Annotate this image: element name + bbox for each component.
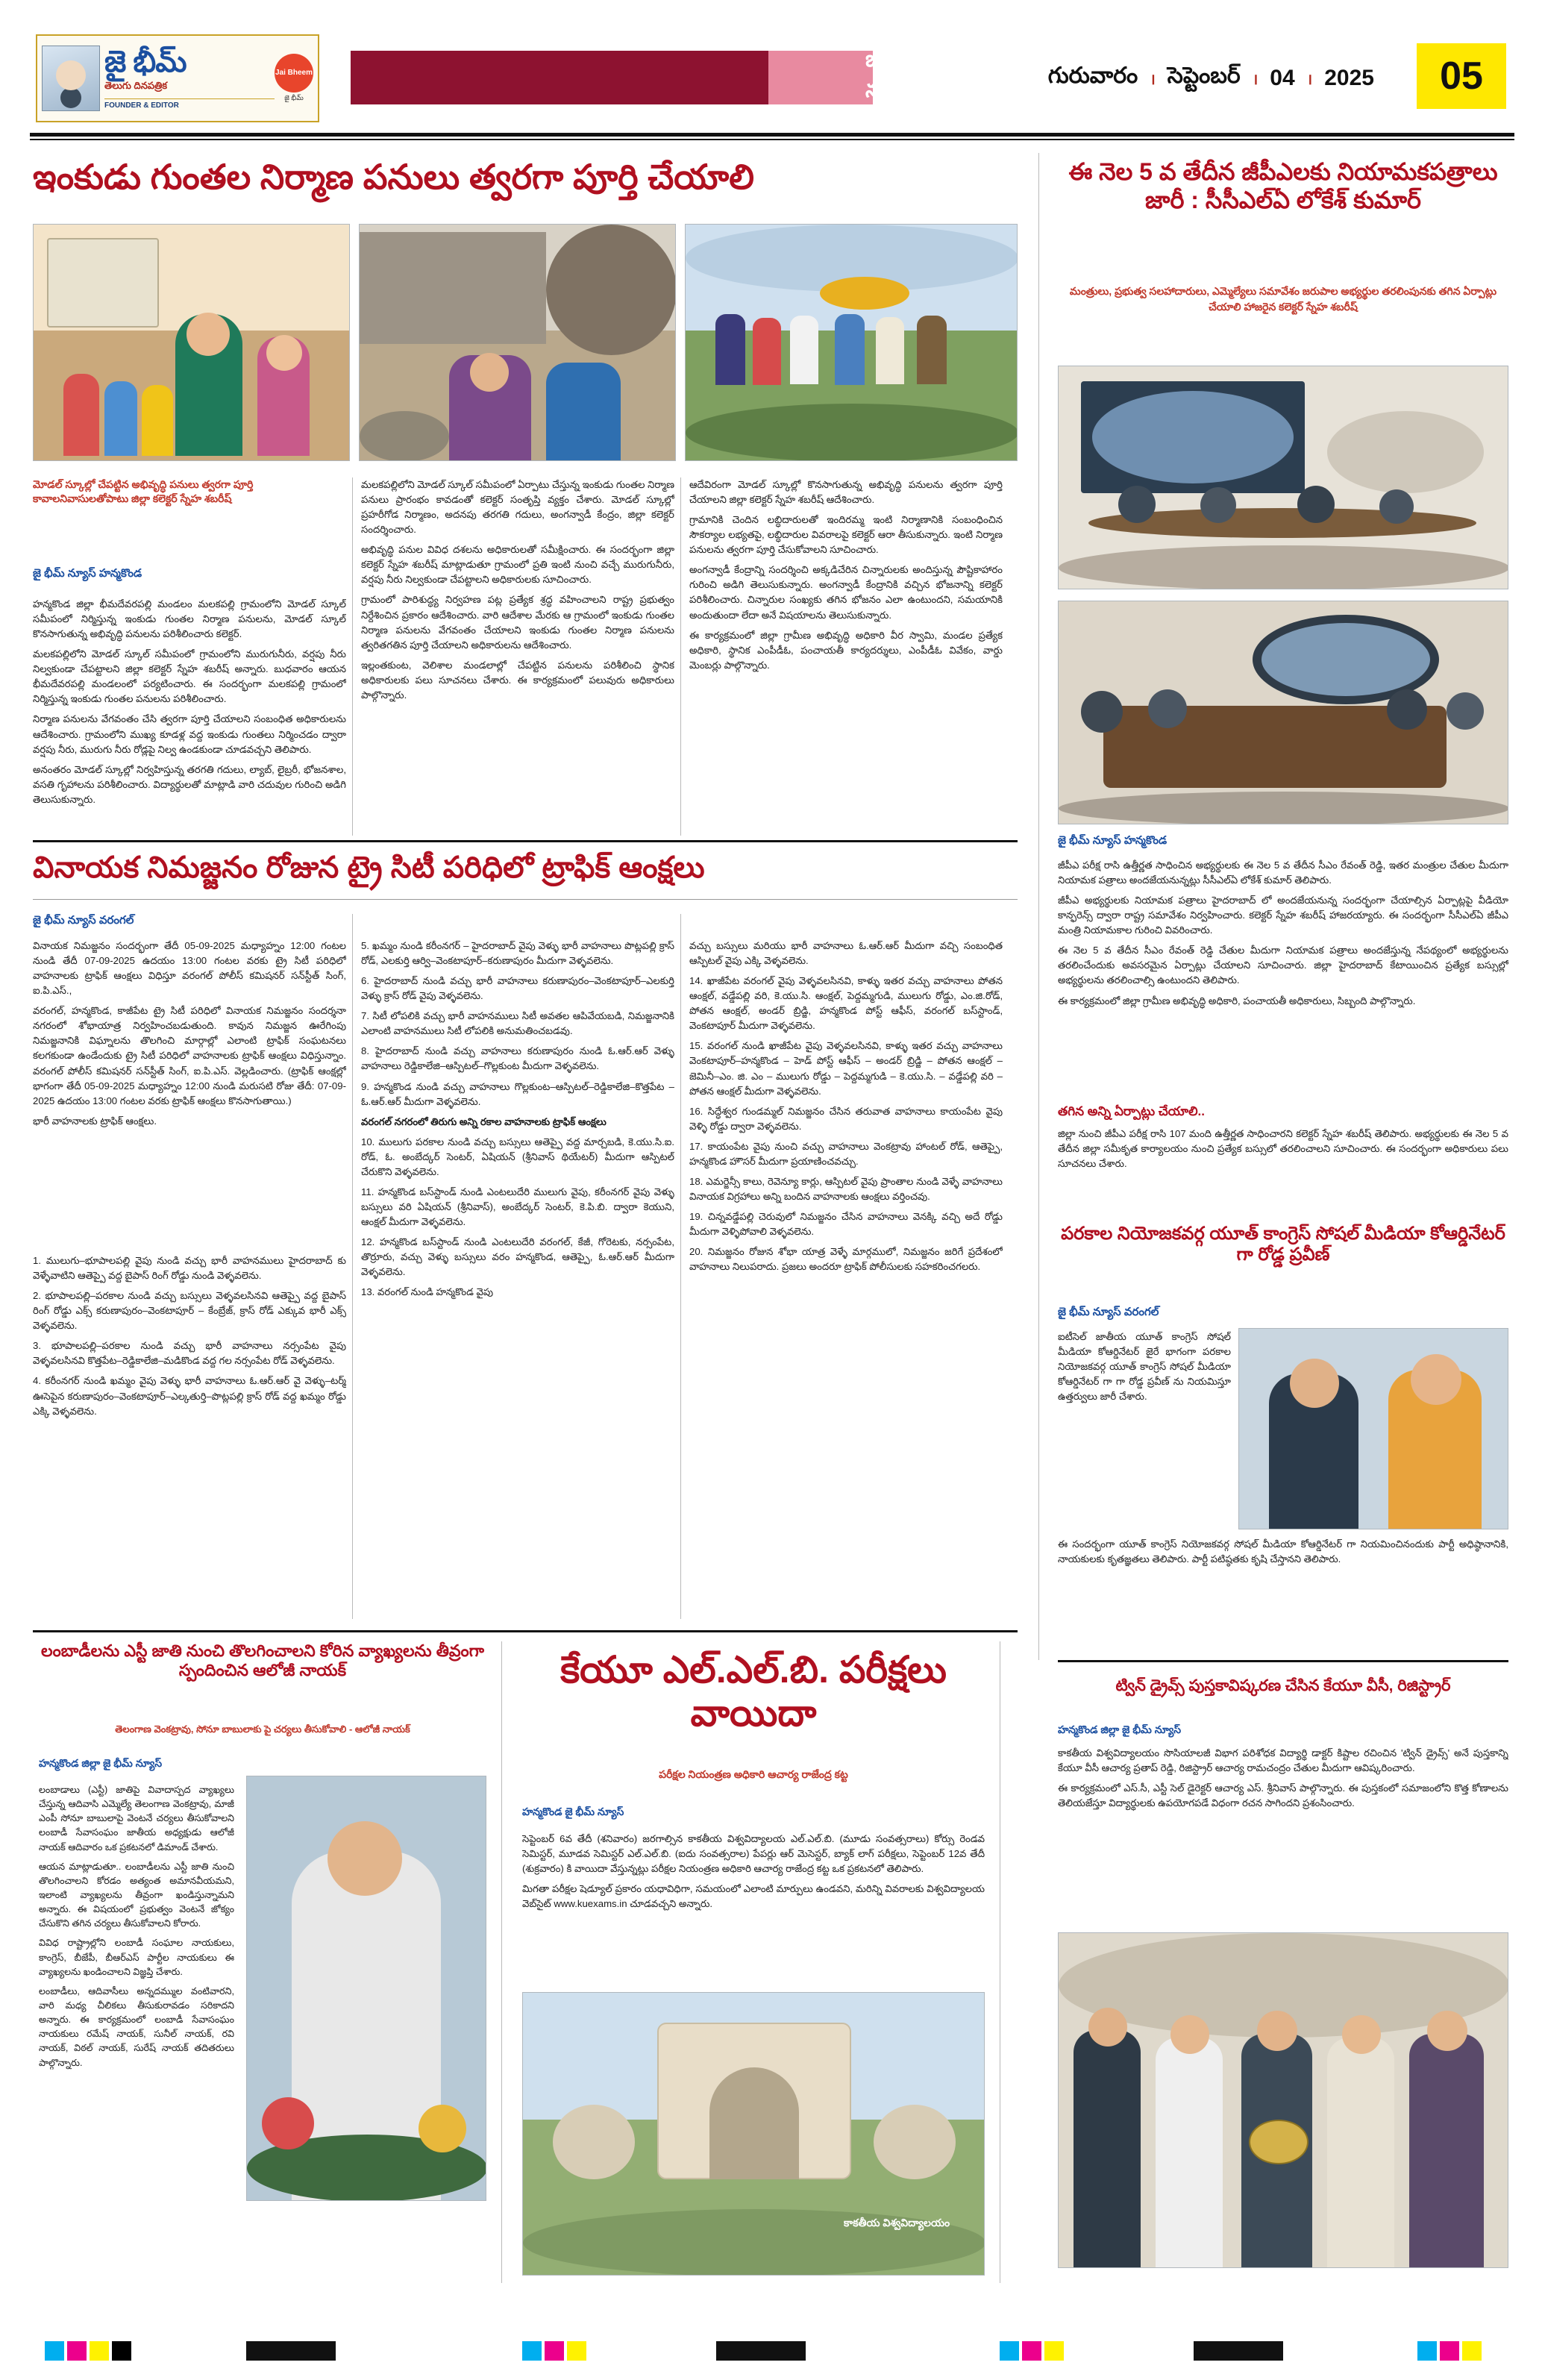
story4-p3: వివిధ రాష్ట్రాల్లోని లంబాడీ సంఘాల నాయకులు, కాంగ్రెస్, బీజేపీ, బీఆర్ఎస్ పార్టీల నాయకులు ఈ వ్యాఖ్యలను ఖండించాలని విజ్ఞప్తి చేశారు. [39,1938,234,1977]
cmyk-swatch-cyan-2 [522,2341,542,2361]
story5-subhead: పరీక్షల నియంత్రణ అధికారి ఆచార్య రాజేంద్ర కట్ట [659,1768,848,1780]
story2-p2: జీపీఎ అభ్యర్థులకు నియామక పత్రాలు హైదరాబాద్ లో అందజేయనున్న సందర్భంగా చేయాల్సిన ఏర్పాట్లపై వీడియో కాన్ఫరెన్స్ ద్వారా రాష్ట్ర సమావేశం నిర్వహించారు. కలెక్టర్ స్నేహ శబరీష్ హాజరయ్యారు. ఈ సందర్భంగా సీసీఎల్ఏ జీపీఎ మంత్రి నియామకాల గురించి వివరించారు. [1058,895,1508,936]
story2-sp1: జిల్లా నుంచి జీపీఎ పరీక్ష రాసి 107 మంది ఉత్తీర్ణత సాధించారని కలెక్టర్ స్నేహ శబరీష్ తెలిపారు. అభ్యర్థులకు ఈ నెల 5 వ తేదీన జిల్లా సమీకృత కార్యాలయం నుంచి ప్రత్యేక బస్సులో తరలించాలని సూచించారు. ఈ సందర్భంగా అధికారులు పలు సూచనలు చేశారు. [1058,1128,1508,1170]
story3-intro-p1: వినాయక నిమజ్జనం సందర్భంగా తేదీ 05-09-2025 మధ్యాహ్నం 12:00 గంటల నుండి తేదీ 07-09-2025 ఉదయం 13:00 గంటల వరకు ట్రై సిటీ పరిధిలో వాహనాలకు ట్రాఫిక్ ఆంక్షలు విధిస్తూ వరంగల్ పోలీస్ కమిషనర్ సన్‌స్టీత్ సింగ్, ఐ.పి.ఎస్., [33,940,346,997]
story3-item: 19. చిన్నవడ్డేపల్లి చెరువులో నిమజ్జనం చేసిన వాహనాలు వెనక్కి వచ్చి అదే రోడ్డు మీదుగా వెళ్ళిపోవాలి వెళ్ళవలెను. [689,1211,1003,1238]
paper-subtitle: తెలుగు దినపత్రిక [104,80,168,91]
cmyk-swatch-yellow-2 [567,2341,586,2361]
story3-item: 1. ములుగు–భూపాలపల్లి వైపు నుండి వచ్చు భారీ వాహనములు హైదరాబాద్ కు వెళ్ళేవాటిని ఆతెప్పై వద్ద బైపాస్ రింగ్ రోడ్డు నుండి వెళ్ళవలెను. [33,1255,346,1282]
story3-byline: జై భీమ్ న్యూస్ వరంగల్ [33,914,134,927]
story6-p2: ఈ కార్యక్రమంలో ఎస్.సీ, ఎస్టీ సెల్ డైరెక్టర్ ఆచార్య ఎస్. శ్రీనివాస్ పాల్గొన్నారు. ఈ పుస్తకంలో సమాజంలోని కొత్త కోణాలను తెలియజేస్తూ విద్యార్థులకు ఉపయోగపడే విధంగా రచన సాగిందని ప్రశంసించారు. [1058,1782,1508,1809]
cmyk-swatch-yellow-3 [1044,2341,1064,2361]
story2-photo-3 [1238,1328,1508,1529]
story3-item: 11. హన్మకొండ బస్‌స్టాండ్ నుండి ఎంటలుదేరి ములుగు వైపు, కరీంనగర్ వైపు వెళ్ళు బస్సులు వరి ఏషియన్ (శ్రీనివాస్), అంబేద్కర్ సెంటర్, కె.పి.బి. ద్వారా కెయుని, ఆంక్షల్ మీదుగా వెళ్ళవలెను. [361,1186,674,1227]
story1-col-divider-2 [680,477,681,836]
story3-intro-p2: వరంగల్, హన్మకొండ, కాజీపేట ట్రై సిటీ పరిధిలో వినాయక నిమజ్జనం సందర్శనా నగరంలో శోభాయాత్ర నిర్వహించబడుతుంది. కావున నిమజ్జన ఊరేగింపు నిమజ్జనానికి విఘ్నాలను తొలగించి మార్గాల్లో ఎలాంటి ట్రాఫిక్ సంఘటనలు కలగకుండా ఉండేందుకు ట్రై సిటీ పరిధిలో వాహనాలకు ట్రాఫిక్ ఆంక్షలు విధిస్తున్నాం. వరంగల్ పోలీస్ కమిషనర్ సన్‌స్టీత్ సింగ్, ఐ.పి.ఎస్. వెల్లడించారు. (ట్రాఫిక్ ఆంక్షల్లో భాగంగా తేదీ 05-09-2025 మధ్యాహ్నం 12:00 నుండి మరుసటి రోజు తేదీ: 07-09-2025 ఉదయం 13:00 గంటల వరకు ట్రాఫిక్ ఆంక్షలు కొనసాగుతాయి.) [33,1005,346,1106]
story3-item: 8. హైదరాబాద్ నుండి వచ్చు వాహనాలు కరుణాపురం నుండి ఓ.ఆర్.ఆర్ వెళ్ళు వాహనాలు రెడ్డికాలేజి–ఆస్పిటల్–గొల్లకుంట మీదుగా వెళ్ళవలెను. [361,1045,674,1072]
story1-photo-1 [33,224,350,461]
cmyk-swatch-magenta [67,2341,87,2361]
story5-photo-watermark: కాకతీయ విశ్వవిద్యాలయం [844,2217,950,2229]
section-ribbon [351,47,927,104]
date-sep-3: । [1306,71,1313,88]
story1-c2p4: ఇల్లంతకుంట, వెలిశాల మండలాల్లో చేపట్టిన పనులను పరిశీలించి స్థానిక అధికారులకు పలు సూచనలు చేశారు. ఈ కార్యక్రమంలో పలువురు అధికారులు పాల్గొన్నారు. [361,659,674,701]
story5-p1: సెప్టెంబర్ 6వ తేదీ (శనివారం) జరగాల్సిన కాకతీయ విశ్వవిద్యాలయ ఎల్.ఎల్.బి. (మూడు సంవత్సరాలు) కోర్సు రెండవ సెమిస్టర్, మూడవ సెమిస్టర్ ఎల్.ఎల్.బి. (ఐదు సంవత్సరాల) పేపర్లు ఆర్ మెసెస్టర్, బ్యాక్ లాగ్ పరీక్షలు, సెప్టెంబర్ 12వ తేదీ (శుక్రవారం) కి వాయిదా వేస్తున్నట్లు పరీక్షల నియంత్రణ అధికారి ఆచార్య రాజేంద్ర కట్ట ఒక ప్రకటనలో తెలిపారు. [522,1833,985,1875]
story2-body [1058,858,1508,1097]
story1-c2p3: గ్రామంలో పారిశుద్ధ్య నిర్వహణ పట్ల ప్రత్యేక శ్రద్ధ వహించాలని రాష్ట్ర ప్రభుత్వం నిర్దేశించిన ప్రకారం ఆదేశించారు. వారి ఆదేశాల మేరకు ఆ గ్రామంలో ఇంకుడు గుంతల నిర్మాణ పనులను వేగవంతం చేయాలని ఇంకుడు గుంతల నిర్మాణ పనులను త్వరితగతిన పూర్తి చేయాలని అధికారులను ఆదేశించారు. [361,594,674,651]
story2-headline: ఈ నెల 5 వ తేదీన జీపీఎలకు నియామకపత్రాలు జారీ : సీసీఎల్ఏ లోకేశ్ కుమార్ [1068,158,1498,213]
paper-title: జై భీమ్ [104,46,187,78]
story1-c3p2: గ్రామానికి చెందిన లబ్ధిదారులతో ఇందిరమ్మ ఇంటి నిర్మాణానికి సంబంధించిన సౌకర్యాల లభ్యతపై, లబ్ధిదారుల వివరాలపై కలెక్టర్ ఆరా తీసుకున్నారు. ఇంటి నిర్మాణ పనులను త్వరగా పూర్తి చేసుకోవాలని సూచించారు. [689,514,1003,556]
story2-subbody-2a [1058,1330,1231,1531]
masthead-rule-2 [30,139,1514,140]
story3-item: 16. సిద్ధేశ్వర గుండమ్మల్ నిమజ్జనం చేసిన తరువాత వాహనాలు కాయంపేట వైపు వెళ్ళి రోడ్డు ద్వారా వెళ్ళవలెను. [689,1105,1003,1132]
story1-col-divider-1 [352,477,353,836]
cmyk-swatch-magenta-4 [1440,2341,1459,2361]
story2-p1: జీపీఎ పరీక్ష రాసి ఉత్తీర్ణత సాధించిన అభ్యర్థులకు ఈ నెల 5 వ తేదీన సీఎం రేవంత్ రెడ్డి, ఇతర మంత్రుల చేతుల మీదుగా నియామక పత్రాలు అందజేయనున్నట్లు సీసీఎల్ఏ లోకేశ్ కుమార్ తెలిపారు. [1058,859,1508,886]
story5-body [522,1832,985,1981]
story3-intro-p3: భారీ వాహనాలకు ట్రాఫిక్ ఆంక్షలు. [33,1115,157,1127]
story3-item: 3. భూపాలపల్లి–పరకాల నుండి వచ్చు భారీ వాహనాలు నర్సంపేట వైపు వెళ్ళవలసినవి కొత్తపేట–రెడ్డికాలేజి–మడికొండ వద్ద గల నర్సంపేట రోడ్ వెళ్ళవలెను. [33,1340,346,1367]
cmyk-swatch-magenta-3 [1022,2341,1041,2361]
masthead [0,0,1542,149]
story2-p4: ఈ కార్యక్రమంలో జిల్లా గ్రామీణ అభివృద్ధి అధికారి, పంచాయతీ అధికారులు, సిబ్బంది పాల్గొన్నారు. [1058,995,1416,1006]
story3-col-divider-2 [680,914,681,1619]
story3-intro [33,939,346,1252]
date-sep-1: । [1150,71,1156,88]
story6-byline: హన్మకొండ జిల్లా జై భీమ్ న్యూస్ [1058,1723,1182,1735]
story3-item: 4. కరీంనగర్ నుండి ఖమ్మం వైపు వెళ్ళు భారీ వాహనాలు ఓ.ఆర్.ఆర్ వై వెళ్ళు–టర్మ్ ఊసెపైన కరుణాపురం–వెంకటాపూర్–ఎల్కతుర్తి–పొట్లపల్లి క్రాస్ రోడ్ వద్ద ఖమ్మం రోడ్డు ఎక్కి వెళ్ళవలెను. [33,1375,346,1417]
section-label: జనరల్ న్యూస్ [865,47,927,102]
story3-item: 13. వరంగల్ నుండి హన్మకొండ వైపు [361,1286,494,1298]
issue-date [843,58,1395,98]
story3-item: 9. హన్మకొండ నుండి వచ్చు వాహనాలు గొల్లకుంట–ఆస్పిటల్–రెడ్డికాలేజి–కొత్తపేట –ఓ.ఆర్.ఆర్ మీదుగా వెళ్ళవలెను. [361,1080,674,1107]
story1-caption: మోడల్ స్కూల్లో చేపట్టిన అభివృద్ధి పనులు త్వరగా పూర్తి కావాలనివాసులతోపాటు జిల్లా కలెక్టర్ స్నేహ శబరీష్ [33,478,254,504]
story1-body-col3 [689,477,1003,836]
logo-text: Jai Bheem [275,69,313,77]
story1-c3p3: అంగన్వాడీ కేంద్రాన్ని సందర్శించి అక్కడిచేరిన చిన్నారులకు అందిస్తున్న పౌష్టికాహారం గురించి అడిగి తెలుసుకున్నారు. అంగన్వాడీ కేంద్రానికి వచ్చిన భోజనాన్ని కలెక్టర్ పరిశీలించారు. చిన్నారుల సంఖ్యకు తగిన భోజనం ఎలా ఉంటుందని, సమయానికి అందుతుందా లేదా అనే విషయాలను తెలుసుకున్నారు. [689,564,1003,621]
jai-bheem-logo-icon [275,54,313,93]
story3-item: 7. సిటీ లోపలికి వచ్చు భారీ వాహనములు సిటీ అవతల ఆపివేయబడి, నిమజ్జనానికి ఎలాంటి వాహనములు సిటీ లోపలికి అనుమతించబడవు. [361,1010,674,1037]
story2-subhead-2: పరకాల నియోజకవర్గ యూత్ కాంగ్రెస్ సోషల్ మీడియా కోఆర్డినేటర్ గా రోడ్డ ప్రవీణ్ [1061,1224,1505,1265]
story2-subbody-1 [1058,1127,1508,1216]
cmyk-swatch-yellow [90,2341,109,2361]
story3-item: 15. వరంగల్ నుండి ఖాజీపేట వైపు వెళ్ళవలసినవి, కాళ్ళు ఇతర వచ్చు వాహనాలు వెంకటాపూర్–హన్మకొండ – హెడ్ పోస్ట్ ఆఫీస్ – అండర్ బ్రిడ్జి – పోతన ఆంక్షల్ – జెమినీ–ఎం. జి. ఎం – ములుగు రోడ్డు – పెద్దమ్మగుడి – కె.యు.సి. – వడ్డేపల్లి వరి – పోతన ఆంక్షల్ మీదుగా వెళ్ళవలెను. [689,1040,1003,1097]
story6-photo [1058,1932,1508,2268]
story1-photo-2 [359,224,676,461]
story3-item: వచ్చు బస్సులు మరియు భారీ వాహనాలు ఓ.ఆర్.ఆర్ మీదుగా వచ్చి సంబంధిత ఆస్పిటల్ వైపు ఎక్కి వెళ్ళవలెను. [689,940,1003,967]
story6-body [1058,1746,1508,1917]
story1-c2p2: అభివృద్ధి పనుల వివిధ దశలను అధికారులతో సమీక్షించారు. ఈ సందర్భంగా జిల్లా కలెక్టర్ స్నేహ శబరీష్ మాట్లాడుతూ గ్రామంలో ప్రతి ఇంటి నుంచి వచ్చే మురుగునీరు, వర్షపు నీరు నిల్వకుండా చేపట్టాలని అధికారులకు సూచించారు. [361,544,674,586]
story5-p2: మిగతా పరీక్షల షెడ్యూల్ ప్రకారం యధావిధిగా, సమయంలో ఎలాంటి మార్పులు ఉండవని, మరిన్ని వివరాలకు విశ్వవిద్యాలయ వెబ్‌సైట్ www.kuexams.in చూడవచ్చని అన్నారు. [522,1883,985,1910]
cmyk-swatch-cyan-4 [1417,2341,1437,2361]
story1-p4: అనంతరం మోడల్ స్కూల్లో నిర్వహిస్తున్న తరగతి గదులు, ల్యాబ్, లైబ్రరీ, భోజనశాల, వసతి గృహాలను పరిశీలించారు. విద్యార్థులతో మాట్లాడి వారి చదువుల గురించి అడిగి తెలుసుకున్నారు. [33,763,346,805]
story3-item: 2. భూపాలపల్లి–పరకాల నుండి వచ్చు బస్సులు వెళ్ళవలసినవి ఆతెప్పై వద్ద బైపాస్ రింగ్ రోడ్డు ఎక్స్ కరుణాపురం–వెంకటాపూర్ – కేంబ్రేజ్, క్రాస్ రోడ్ ఎక్కువ భారీ ఎక్స్ వెళ్ళవలెను. [33,1290,346,1332]
story2-photo-2 [1058,601,1508,824]
story3-top-rule [33,840,1018,842]
story1-p2: మలకపల్లిలోని మోడల్ స్కూల్ సమీపంలో గ్రామంలోని మురుగునీరు, వర్షపు నీరు నిల్వకుండా చేపట్టాలని జిల్లా కలెక్టర్ స్నేహ శబరీష్ అన్నారు. బుధవారం ఆయన భీమదేవరపల్లి మండలంలో పర్యటించారు. ఈ సందర్భంగా మలకపల్లి గ్రామంలో నిర్మిస్తున్న ఇంకుడు గుంతల పనులను పరిశీలించారు. [33,648,346,705]
bottom-col-divider-1 [501,1641,502,2283]
story3-item: 20. నిమజ్జనం రోజున శోభా యాత్ర వెళ్ళే మార్గములో, నిమజ్జనం జరిగే ప్రదేశంలో వాహనాలు నిలుపరాదు. ప్రజలు అందరూ ట్రాఫిక్ పోలీసులకు సహకరించగలరు. [689,1246,1003,1273]
story3-item: 12. హన్మకొండ బస్‌స్టాండ్ నుండి ఎంటలుదేరి వరంగల్, కేజీ, గోరెటకు, నర్సంపేట, తొర్రూరు, వచ్చు వెళ్ళు బస్సులు వరం హన్మకొండ, ఆతెప్పై, ఓ.ఆర్.ఆర్ మీదుగా వెళ్ళవలెను. [361,1236,674,1278]
story4-p4: లంబాడీలు, ఆదివాసీలు అన్నదమ్ముల వంటివారని, వారి మధ్య చీలికలు తీసుకురావడం సరికాదని అన్నారు. ఈ కార్యక్రమంలో లంబాడీ సేవాసంఘం నాయకులు రమేష్ నాయక్, సునీల్ నాయక్, రవి నాయక్, విఠల్ నాయక్, సురేష్ నాయక్ తదితరులు పాల్గొన్నారు. [39,1985,234,2068]
founder-portrait-icon [42,46,100,111]
story2-p3: ఈ నెల 5 వ తేదీన సీఎం రేవంత్ రెడ్డి చేతుల మీదుగా నియామక పత్రాలు అందజేస్తున్న నేపథ్యంలో అభ్యర్థులను తరలించేందుకు అవసరమైన ఏర్పాట్లు చేయాలని సూచించారు. జిల్లా హైదరాబాద్ కేటాయించిన ప్రత్యేక బస్సుల్లో అభ్యర్థులను తరలించాల్సి ఉంటుందని తెలిపారు. [1058,945,1508,986]
story6-headline: ట్విన్ డ్రైవ్స్ పుస్తకావిష్కరణ చేసిన కేయూ వీసీ, రిజిస్ట్రార్ [1115,1677,1451,1694]
bottom-section-rule [33,1630,1018,1632]
story6-p1: కాకతీయ విశ్వవిద్యాలయం సొసియాలజీ విభాగ పరిశోధక విద్యార్థి డాక్టర్ కిష్టాల రచించిన 'ట్విన్ డ్రైవ్స్' అనే పుస్తకాన్ని కేయూ వీసీ ఆచార్య ప్రతాప్ రెడ్డి, రిజిస్ట్రార్ ఆచార్య రామచంద్రం చేతుల మీదుగా ఆవిష్కరించారు. [1058,1747,1508,1774]
column-divider-main [1038,153,1039,1660]
story4-byline: హన్మకొండ జిల్లా జై భీమ్ న్యూస్ [39,1757,163,1769]
story1-photo-3 [685,224,1018,461]
story3-list-col1a [33,1253,346,1619]
story4-p1: లంబాడాలు (ఎస్టీ) జాతిపై వివాదాస్పద వ్యాఖ్యలు చేస్తున్న ఆదివాసి ఎమ్మెల్యే తెలంగాణ వెంకట్రావు, మాజీ ఎంపీ సోనూ బాబులాపై వెంటనే చర్యలు తీసుకోవాలని లంబాడీ సేవాసంఘం జాతీయ అధ్యక్షుడు ఆలోజీ నాయక్ ఆదివారం ఒక ప్రకటనలో డిమాండ్ చేశారు. [39,1785,234,1853]
story4-body [39,1783,234,2380]
story2-s2p2: ఈ సందర్భంగా యూత్ కాంగ్రెస్ నియోజకవర్గ సోషల్ మీడియా కోఆర్డినేటర్ గా నియమించినందుకు పార్టీ అధిష్ఠానానికి, నాయకులకు కృతజ్ఞతలు తెలిపారు. పార్టీ పటిష్ఠతకు కృషి చేస్తానని తెలిపారు. [1058,1538,1508,1565]
story1-c3p4: ఈ కార్యక్రమంలో జిల్లా గ్రామీణ అభివృద్ధి అధికారి వీర స్వామి, మండల ప్రత్యేక అధికారి, స్థానిక ఎంపీడీఓ, పంచాయతీ కార్యదర్శులు, ఎంపీడీఓ వివేకం, వార్డు మెంబర్లు పాల్గొన్నారు. [689,629,1003,671]
story1-p1: హన్మకొండ జిల్లా భీమదేవరపల్లి మండలం మలకపల్లి గ్రామంలోని మోడల్ స్కూల్ సమీపంలో నిర్మిస్తున్న ఇంకుడు గుంతల నిర్మాణ పనులను, మోడల్ స్కూల్ కొనసాగుతున్న అభివృద్ధి పనులను పరిశీలించారు కలెక్టర్. [33,598,346,640]
issue-month: సెప్టెంబర్ [1167,63,1241,88]
story3-col-divider-1 [352,914,353,1619]
cmyk-swatch-magenta-2 [545,2341,564,2361]
story1-body-col1 [33,597,346,836]
story2-subbody-2b [1058,1537,1508,1626]
registration-block-2 [716,2341,806,2361]
story2-byline: జై భీమ్ న్యూస్ హన్మకొండ [1058,834,1168,847]
story3-subhead: వరంగల్ నగరంలో తిరుగు అన్ని రకాల వాహనాలకు ట్రాఫిక్ ఆంక్షలు [361,1115,607,1127]
story5-headline: కేయూ ఎల్.ఎల్.బి. పరీక్షలు వాయిదా [560,1649,947,1734]
story3-item: 18. ఎమర్జెన్సీ కాలు, రెవెన్యూ కార్లు, ఆస్పిటల్ వైపు ప్రాంతాల నుండి వెళ్ళే వాహనాలు వినాయక విగ్రహాలు అన్ని బందిన వాహనాలకు ఆంక్షలు వర్తించవు. [689,1175,1003,1202]
paper-founder-line: FOUNDER & EDITOR [104,98,275,110]
story3-item: 10. ములుగు పరకాల నుండి వచ్చు బస్సులు ఆతెప్పై వద్ద మార్చబడి, కె.యు.సి.ఐ. రోడ్, ఓ. అంబేద్కర్ సెంటర్, ఏషియన్ (శ్రీనివాస్ థియేటర్) మీదుగా ఆస్పిటల్ చేరుకొని వెళ్ళవలెను. [361,1136,674,1177]
issue-year: 2025 [1324,66,1374,90]
story4-headline: లంబాడీలను ఎస్టీ జాతి నుంచి తొలగించాలని కోరిన వ్యాఖ్యలను తీవ్రంగా స్పందించిన ఆలోజీ నాయక్ [41,1641,484,1679]
story3-headline: వినాయక నిమజ్జనం రోజున ట్రై సిటీ పరిధిలో ట్రాఫిక్ ఆంక్షలు [33,851,705,884]
story1-c2p1: మలకపల్లిలోని మోడల్ స్కూల్ సమీపంలో ఏర్పాటు చేస్తున్న ఇంకుడు గుంతల నిర్మాణ పనులు ప్రారంభం కావడంతో కలెక్టర్ సంతృప్తి వ్యక్తం చేశారు. మోడల్ స్కూల్లో ప్రహరీగోడ నిర్మాణం, అదనపు తరగతి గదులు, అంగన్వాడీ కేంద్రం, జిల్లా కలెక్టర్ సందర్శించారు. [361,479,674,536]
story5-photo [522,1992,985,2276]
issue-daynum: 04 [1270,66,1295,90]
story3-list-col3 [689,939,1003,1619]
issue-day: గురువారం [1047,63,1138,88]
registration-block-1 [246,2341,336,2361]
date-sep-2: । [1252,71,1259,88]
right-bottom-rule [1058,1660,1508,1662]
masthead-logo-block [36,34,319,122]
story1-p3: నిర్మాణ పనులను వేగవంతం చేసి త్వరగా పూర్తి చేయాలని సంబంధిత అధికారులను ఆదేశించారు. గ్రామంలోని ముఖ్య కూడళ్ల వద్ద ఇంకుడు గుంతలు నిర్మించడం ద్వారా వర్షపు నీరు, మురుగు నీరు రోడ్లపై నిల్వ ఉండకుండా చూడవచ్చని తెలిపారు. [33,713,346,755]
story1-headline: ఇంకుడు గుంతల నిర్మాణ పనులు త్వరగా పూర్తి చేయాలి [33,157,754,196]
story2-photo-1 [1058,366,1508,589]
story4-p2: ఆయన మాట్లాడుతూ.. లంబాడీలను ఎస్టీ జాతి నుంచి తొలగించాలని కోరడం అత్యంత అమానవీయమని, ఇలాంటి వ్యాఖ్యలను తీవ్రంగా ఖండిస్తున్నామని అన్నారు. ఈ విషయంలో ప్రభుత్వం వెంటనే జోక్యం చేసుకొని తగిన చర్యలు తీసుకోవాలని కోరారు. [39,1861,234,1929]
story2-subhead-1: తగిన అన్ని ఏర్పాట్లు చేయాలి.. [1058,1104,1205,1118]
cmyk-registration-bar [0,2341,1542,2361]
story3-item: 6. హైదరాబాద్ నుండి వచ్చు భారీ వాహనాలు కరుణాపురం–వెంకటాపూర్–ఎలకుర్తి వెళ్ళు క్రాస్ రోడ్ వైపు వెళ్ళవలెను. [361,975,674,1002]
page-number: 05 [1417,43,1506,109]
story2-byline-2: జై భీమ్ న్యూస్ వరంగల్ [1058,1306,1159,1318]
masthead-rule [30,133,1514,137]
story2-kicker: మంత్రులు, ప్రభుత్వ సలహాదారులు, ఎమ్మెల్యేలు సమావేశం జరుపాల అభ్యర్థుల తరలింపునకు తగిన ఏర్పాట్లు చేయాలి హాజరైన కలెక్టర్ స్నేహ శబరీష్ [1069,285,1497,313]
logo-caption: జై భీమ్ [284,93,304,101]
story3-item: 5. ఖమ్మం నుండి కరీంనగర్ – హైదరాబాద్ వైపు వెళ్ళు భారీ వాహనాలు పొట్లపల్లి క్రాస్ రోడ్, ఎలకుర్తి ఆర్వి–వెంకటాపూర్–కరుణాపురం మీదుగా వెళ్ళవలెను. [361,940,674,967]
story1-photo-strip [33,224,1018,470]
story1-c3p1: ఆదేవిరంగా మోడల్ స్కూల్లో కొనసాగుతున్న అభివృద్ధి పనులను త్వరగా పూర్తి చేయాలని జిల్లా కలెక్టర్ స్నేహ శబరీష్ ఆదేశించారు. [689,479,1003,506]
story3-under-rule [33,899,1018,900]
story1-body-col2 [361,477,674,836]
story5-byline: హన్మకొండ జై భీమ్ న్యూస్ [522,1806,624,1817]
cmyk-swatch-cyan-3 [1000,2341,1019,2361]
cmyk-swatch-black [112,2341,131,2361]
story4-photo [246,1776,486,2201]
story3-item: 17. కాయంపేట వైపు నుంచి వచ్చు వాహనాలు వెంకట్రావు హాంటల్ రోడ్, ఆతెప్పై, హన్మకొండ హౌసర్ మీదుగా ప్రయాణించవచ్చు. [689,1140,1003,1167]
registration-block-3 [1194,2341,1283,2361]
cmyk-swatch-cyan [45,2341,64,2361]
cmyk-swatch-yellow-4 [1462,2341,1482,2361]
story3-list-col2 [361,939,674,1619]
story3-item: 14. ఖాజీపేట వరంగల్ వైపు వెళ్ళవలసినవి, కాళ్ళు ఇతర వచ్చు వాహనాలు పోతన ఆంక్షల్, వడ్డేపల్లి వరి, కె.యు.సి. ఆంక్షల్, పెద్దమ్మగుడి, ములుగు రోడ్డు, ఎం.జి.రోడ్, పోతన ఆంక్షల్, అండర్ బ్రిడ్జి, హన్మకొండ పోస్ట్ ఆఫీస్, వరంగల్ బస్‌స్టాండ్, వెంకటాపూర్ మీదుగా వెళ్ళవలెను. [689,975,1003,1032]
story4-subhead: తెలంగాణ వెంకట్రావు, సోనూ బాబులాకు పై చర్యలు తీసుకోవాలి - ఆలోజీ నాయక్ [115,1723,410,1735]
story1-byline: జై భీమ్ న్యూస్ హన్మకొండ [33,567,142,580]
story2-s2p1: ఐటీసెల్ జాతీయ యూత్ కాంగ్రెస్ సోషల్ మీడియా కోఆర్డినేటర్ జైరే భాగంగా పరకాల నియోజకవర్గ యూత్ కాంగ్రెస్ సోషల్ మీడియా కోఆర్డినేటర్ గా గా రోడ్డ ప్రవీణ్ ను నియమిస్తూ ఉత్తర్వులు జారీ చేశారు. [1058,1331,1231,1403]
masthead-title-wrap [100,47,275,110]
